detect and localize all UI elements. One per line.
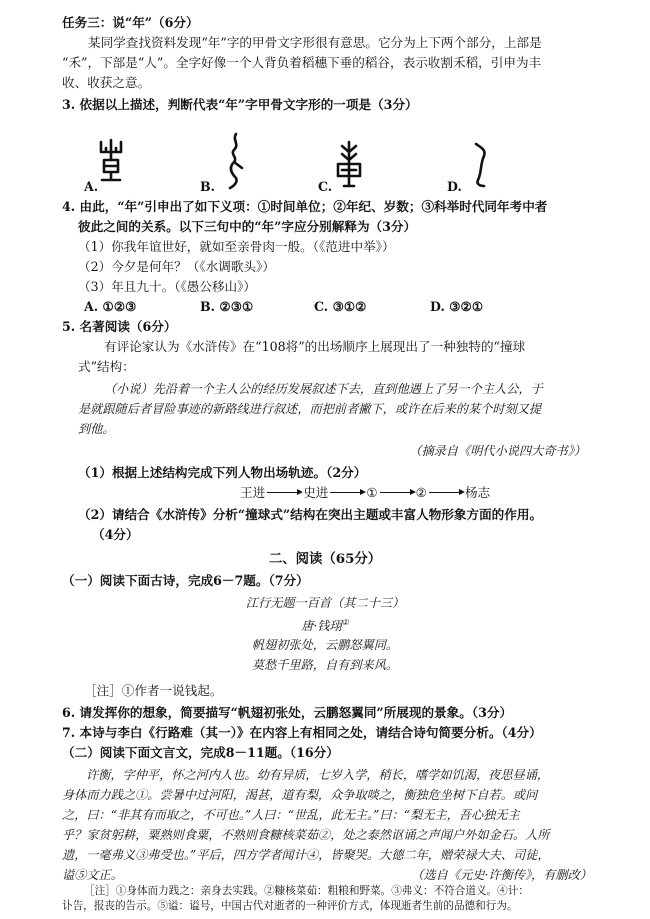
classical-line: 之，曰：“非其有而取之，不可也。”人曰：“世乱，此无主。”曰：“梨无主，吾心独无主 [62,808,520,822]
oracle-glyph-b-icon [222,132,248,194]
q5-sub2-line: （4分） [92,527,139,542]
q7: 7. 本诗与李白《行路难（其一）》在内容上有相同之处，请结合诗句简要分析。（4分） [62,725,542,740]
q5-track [240,484,490,502]
q4-stem-line: 彼此之间的关系。以下三句中的“年”字应分别解释为（3分） [78,219,417,234]
part2-heading: 二、阅读（65分） [268,551,382,567]
arrow-right-icon [267,492,301,493]
q4-item: （2）今夕是何年？（《水调歌头》） [78,259,275,274]
q5-sub2-line: （2）请结合《水浒传》分析“撞球式”结构在突出主题或丰富人物形象方面的作用。 [78,507,543,522]
track-end: 杨志 [464,485,491,500]
arrow-right-icon [429,492,463,493]
notes-line: 讣告，报丧的告示。⑤谥：谥号，中国古代对逝者的一种评价方式，体现逝者生前的品德和行为。 [62,900,518,912]
q5-sub1: （1）根据上述结构完成下列人物出场轨迹。（2分） [78,465,367,480]
task3-heading: 任务三：说“年”（6分） [62,15,199,30]
classical-line: 身体而力践之①。尝暑中过河阳，渴甚，道有梨，众争取啖之，衡独危坐树下自若。或问 [62,788,538,802]
q3-stem: 3. 依据以上描述，判断代表“年”字甲骨文字形的一项是（3分） [62,97,418,112]
q5-intro-line: 有评论家认为《水浒传》在“108将”的出场顺序上展现出了一种独特的“撞球 [104,339,526,354]
poem-line: 帆翅初张处，云鹏怒翼同。 [251,638,399,652]
classical-line: 谥⑤文正。 [62,868,123,882]
q5-heading: 5. 名著阅读（6分） [62,319,177,334]
classical-source: （选自《元史·许衡传》，有删改） [411,868,592,882]
q4-choice-b: B. ②③① [200,299,254,314]
q5-quote-line: （小说）先沿着一个主人公的经历发展叙述下去，直到他遇上了另一个主人公，于 [104,382,543,396]
oracle-glyph-d-icon [470,140,492,194]
q5-quote-line: 是就跟随后者冒险事迹的新路线进行叙述，而把前者撇下，或许在后来的某个时刻又提 [78,402,542,416]
task3-intro-line: 收、收获之意。 [62,75,151,90]
poem-author: 唐·钱珝① [301,618,349,634]
poem-note: ［注］①作者一说钱起。 [84,683,223,698]
option-a-label: A. [84,179,99,194]
option-c-label: C. [318,179,333,194]
classical-line: 遗，一毫弗义③弗受也。”平后，四方学者闻计④，皆聚哭。大德二年，赠荣禄大夫、司徒， [62,848,550,862]
track-mid: 史进 [303,485,329,500]
oracle-glyph-c-icon [334,140,364,192]
oracle-glyph-a-icon [98,138,124,188]
poem-line: 莫愁千里路，自有到来风。 [251,658,399,672]
track-blank-1: ① [366,485,378,500]
poem-title: 江行无题一百首（其二十三） [245,596,405,610]
notes-line: ［注］①身体而力践之：亲身去实践。②糠核菜茹：粗粮和野菜。③弗义：不符合道义。④计： [84,885,529,897]
q4-stem-line: 4. 由此，“年”引申出了如下义项：①时间单位；②年纪、岁数；③科举时代同年考中者 [62,199,548,214]
arrow-right-icon [330,492,364,493]
classical-line: 许衡，字仲平，怀之河内人也。幼有异质，七岁入学，稍长，嗜学如饥渴，夜思昼诵， [86,768,550,782]
section2-heading: （二）阅读下面文言文，完成8－11题。（16分） [62,745,339,760]
task3-intro-line: “禾”，下部是“人”。全字好像一个人背负着稻穗下垂的稻谷，表示收割禾稻，引申为丰 [62,55,542,70]
q5-source: （摘录自《明代小说四大奇书》） [409,444,586,458]
q5-intro-line: 式”结构： [78,359,135,374]
q4-item: （1）你我年谊世好，就如至亲骨肉一般。（《范进中举》） [78,239,395,254]
q4-choice-a: A. ①②③ [84,299,137,314]
note-mark: ① [341,618,349,627]
track-blank-2: ② [415,485,427,500]
classical-line: 乎？家贫躬耕，粟熟则食粟，不熟则食糠核菜茹②，处之泰然讴诵之声闻户外如金石。人所 [62,828,550,842]
arrow-right-icon [380,492,414,493]
option-d-label: D. [447,179,462,194]
track-start: 王进 [240,485,266,500]
q4-choice-c: C. ③①② [314,299,367,314]
option-b-label: B. [200,179,216,194]
q5-quote-line: 到他。 [78,422,115,436]
q4-item: （3）年且九十。（《愚公移山》） [78,279,257,294]
section1-heading: （一）阅读下面古诗，完成6－7题。（7分） [62,573,309,588]
q4-choice-d: D. ③②① [430,299,484,314]
q6: 6. 请发挥你的想象，简要描写“帆翅初张处，云鹏怒翼同”所展现的景象。（3分） [62,705,513,720]
task3-intro-line: 某同学查找资料发现“年”字的甲骨文字形很有意思。它分为上下两个部分，上部是 [88,35,542,50]
